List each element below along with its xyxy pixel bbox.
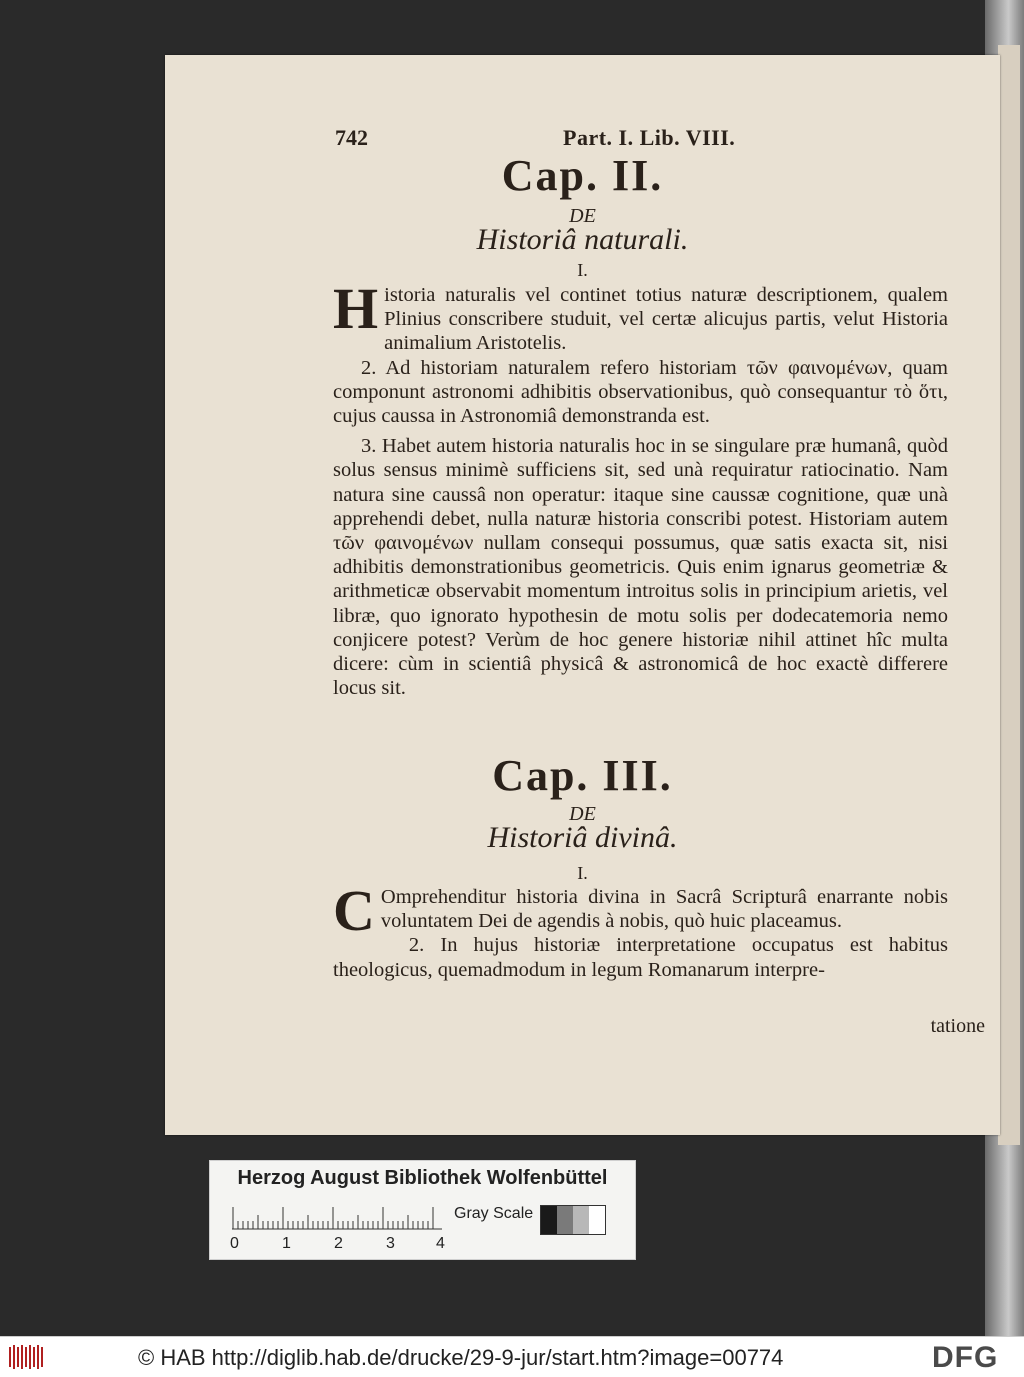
chapter-3-paragraph-1: C Omprehenditur historia divina in Sacrâ Scripturâ enarrante nobis voluntatem Dei de agendis à nobis, quò huic placeamus. xyxy=(333,878,948,943)
gray-patch-4 xyxy=(589,1206,605,1234)
dfg-logo: DFG xyxy=(932,1341,999,1374)
chapter-2-de: DE xyxy=(569,205,596,227)
dropcap-c: C xyxy=(333,878,375,943)
ruler-label-0: 0 xyxy=(230,1235,239,1252)
running-head: Part. I. Lib. VIII. xyxy=(563,125,736,150)
gray-patch-2 xyxy=(557,1206,573,1234)
gray-patch-3 xyxy=(573,1206,589,1234)
chapter-3-paragraph-2: 2. In hujus historiæ interpretatione occupatus est habitus theologicus, quemadmodum in legum Romanarum interpre- xyxy=(333,934,948,981)
chapter-2-heading: Cap. II. xyxy=(501,151,664,200)
footer-bar xyxy=(0,1336,1024,1377)
chapter-2-paragraph-2: 2. Ad historiam naturalem refero historiam τῶν φαινομένων, quam componunt astronomi adhibitis observationibus, quò consequantur τὸ ὅτι, cujus caussa in Astronomiâ demonstranda est. xyxy=(333,356,948,428)
chapter-3-body xyxy=(333,878,948,982)
footer-copyright-link[interactable]: © HAB http://diglib.hab.de/drucke/29-9-jur/start.htm?image=00774 xyxy=(138,1345,784,1370)
dropcap-h: H xyxy=(333,276,379,341)
ruler-label-3: 3 xyxy=(386,1235,395,1252)
chapter-3-section-number: I. xyxy=(577,863,588,883)
ruler xyxy=(232,1205,442,1231)
chapter-3-de: DE xyxy=(569,803,596,825)
color-reference-card xyxy=(209,1160,636,1260)
hab-logo-icon xyxy=(8,1344,48,1370)
gray-scale-bar xyxy=(540,1205,606,1235)
chapter-2-subtitle: Historiâ naturali. xyxy=(476,223,689,256)
gray-scale-label: Gray Scale xyxy=(454,1205,534,1222)
ruler-label-1: 1 xyxy=(282,1235,291,1252)
card-title: Herzog August Bibliothek Wolfenbüttel xyxy=(237,1167,608,1189)
ruler-label-2: 2 xyxy=(334,1235,343,1252)
adjacent-paper xyxy=(998,45,1020,1145)
ruler-label-4: 4 xyxy=(436,1235,445,1252)
chapter-2-body xyxy=(333,276,948,700)
gray-patch-1 xyxy=(541,1206,557,1234)
chapter-3-subtitle: Historiâ divinâ. xyxy=(487,821,678,854)
book-page xyxy=(165,55,1000,1135)
page-number: 742 xyxy=(335,125,368,150)
chapter-3-heading: Cap. III. xyxy=(492,751,673,800)
chapter-2-paragraph-3: 3. Habet autem historia naturalis hoc in se singulare præ humanâ, quòd solus sensus minimè sufficiens sit, sed unà requiratur ratiocinatio. Nam natura sine caussâ non operatur: itaque sine caussæ cognitione, quæ unà apprehendi debet, nulla naturæ historia conscribi potest. Historiam autem τῶν φαινομένων nullam consequi possumus, quæ satis exacta sit, nisi adhibitis demonstrationibus geometricis. Quis enim ignarus geometriæ & arithmeticæ observabit momentum introitus solis in principium arietis, vel libræ, quo ignorato hypothesin de motu solis per dodecatemoria nemo conjicere potest? Verùm de hoc genere historiæ nihil attinet hîc multa dicere: cùm in scientiâ physicâ & astronomicâ de hoc exactè differere locus sit. xyxy=(333,435,948,700)
chapter-2-section-number: I. xyxy=(577,260,588,280)
chapter-2-paragraph-1: Historia naturalis vel continet totius naturæ descriptionem, qualem Plinius conscribere studuit, vel certæ alicujus partis, velut Historia animalium Aristotelis. xyxy=(333,276,948,355)
catchword: tatione xyxy=(930,1015,985,1037)
